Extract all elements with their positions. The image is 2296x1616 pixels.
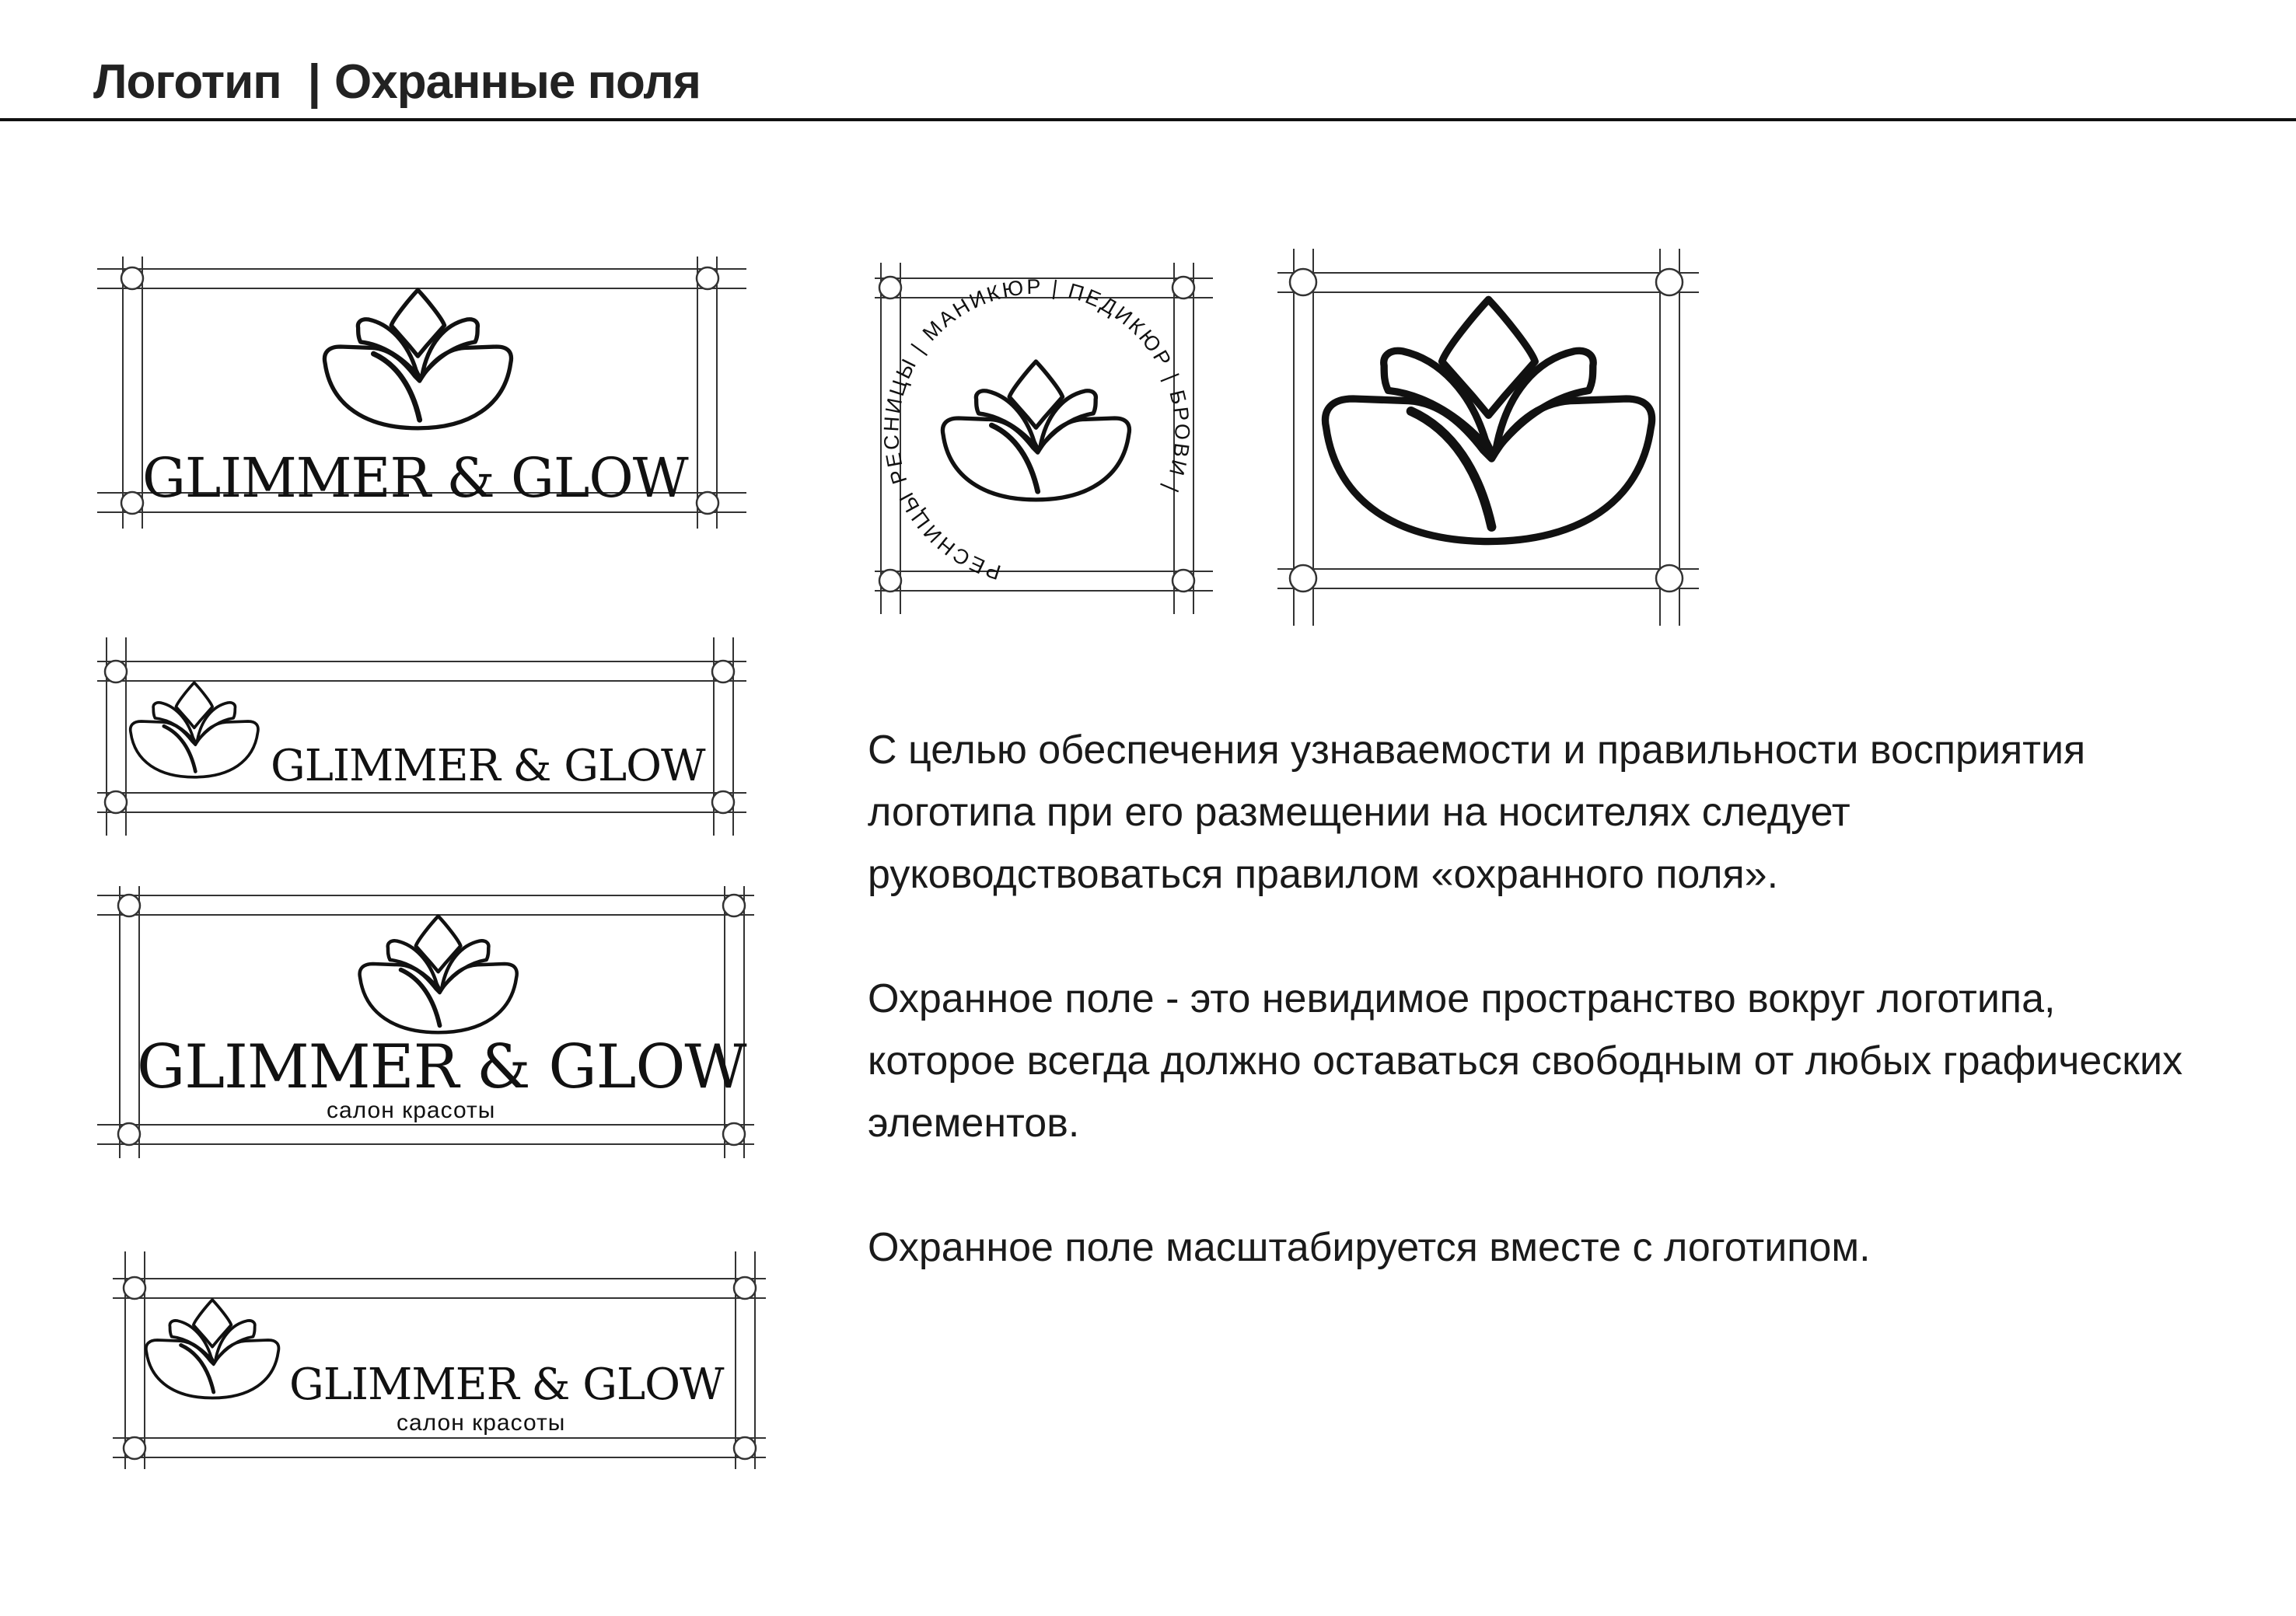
guide-circle-icon: [1656, 269, 1683, 295]
title-logo: Логотип: [93, 55, 281, 109]
wordmark: GLIMMER & GLOW: [271, 741, 705, 791]
title-separator: |: [307, 55, 320, 109]
guide-circle-icon: [1290, 565, 1316, 592]
title-clear-space: Охранные поля: [334, 55, 701, 109]
wordmark: GLIMMER & GLOW: [142, 446, 688, 510]
lotus-icon: [1325, 299, 1651, 541]
guide-circle-icon: [1656, 565, 1683, 592]
wordmark: GLIMMER & GLOW: [137, 1032, 746, 1102]
description-paragraph-1: С целью обеспечения узнаваемости и правильности восприятия логотипа при его размещении на носителях следует руководствоваться правилом «охранного поля».: [868, 728, 2086, 897]
description-paragraph-3: Охранное поле масштабируется вместе с логотипом.: [868, 1225, 1871, 1270]
description-text: [868, 719, 2205, 1341]
description-paragraph-2: Охранное поле - это невидимое пространство вокруг логотипа, которое всегда должно оставаться свободным от любых графических элементов.: [868, 976, 2183, 1146]
wordmark: GLIMMER & GLOW: [289, 1359, 724, 1410]
ring-text: РЕСНИЦЫ РЕСНИЦЫ | МАНИКЮР | ПЕДИКЮР | БРОВИ |: [879, 274, 1194, 585]
guide-circle-icon: [1290, 269, 1316, 295]
tagline: салон красоты: [397, 1410, 566, 1436]
tagline: салон красоты: [327, 1098, 496, 1123]
